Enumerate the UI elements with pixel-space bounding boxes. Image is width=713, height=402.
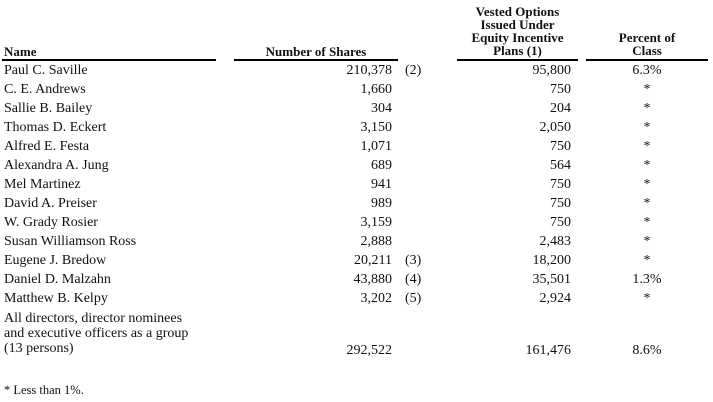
- cell-name: Thomas D. Eckert: [4, 120, 107, 135]
- cell-shares: 43,880: [353, 272, 392, 287]
- cell-options: 95,800: [532, 63, 571, 78]
- cell-shares: 1,660: [360, 82, 392, 97]
- cell-options: 750: [550, 215, 571, 230]
- cell-options: 564: [550, 158, 571, 173]
- cell-percent: *: [643, 82, 651, 97]
- table-row: [0, 120, 713, 139]
- cell-name: Eugene J. Bredow: [4, 253, 107, 268]
- cell-percent: *: [643, 234, 651, 249]
- cell-shares: 3,159: [360, 215, 392, 230]
- cell-percent: *: [643, 101, 651, 116]
- cell-footnote-ref: (2): [405, 63, 422, 78]
- cell-percent: *: [643, 215, 651, 230]
- group-name-line1: All directors, director nominees: [4, 311, 183, 326]
- header-options-line4: Plans (1): [493, 43, 542, 58]
- table-row: [0, 63, 713, 82]
- header-name: Name: [4, 44, 37, 59]
- cell-name: C. E. Andrews: [4, 82, 86, 97]
- table-row: [0, 215, 713, 234]
- cell-footnote-ref: (3): [405, 253, 422, 268]
- header-rule-shares: [234, 59, 398, 61]
- cell-options: 2,050: [539, 120, 571, 135]
- cell-options: 204: [550, 101, 571, 116]
- cell-shares: 941: [371, 177, 392, 192]
- cell-percent: *: [643, 158, 651, 173]
- cell-shares: 1,071: [360, 139, 392, 154]
- cell-options: 2,483: [539, 234, 571, 249]
- cell-options: 750: [550, 82, 571, 97]
- header-percent-of-class: [586, 31, 708, 57]
- cell-percent: *: [643, 196, 651, 211]
- table-row: [0, 82, 713, 101]
- cell-name: W. Grady Rosier: [4, 215, 98, 230]
- cell-percent: *: [643, 120, 651, 135]
- header-vested-options: [457, 5, 578, 57]
- table-row: [0, 272, 713, 291]
- group-name-line2: and executive officers as a group: [4, 326, 189, 341]
- cell-footnote-ref: (4): [405, 272, 422, 287]
- table-row: [0, 196, 713, 215]
- cell-shares: 20,211: [354, 253, 392, 268]
- cell-options: 35,501: [532, 272, 571, 287]
- cell-shares: 689: [371, 158, 392, 173]
- cell-name: Mel Martinez: [4, 177, 81, 192]
- cell-percent: *: [643, 139, 651, 154]
- table-row: [0, 177, 713, 196]
- cell-percent: *: [643, 291, 651, 306]
- header-options-line3: Equity Incentive: [471, 30, 564, 45]
- group-percent: 8.6%: [632, 343, 662, 358]
- cell-name: Sallie B. Bailey: [4, 101, 93, 116]
- cell-name: David A. Preiser: [4, 196, 97, 211]
- cell-shares: 3,150: [360, 120, 392, 135]
- cell-name: Susan Williamson Ross: [4, 234, 137, 249]
- cell-options: 18,200: [532, 253, 571, 268]
- cell-shares: 989: [371, 196, 392, 211]
- cell-name: Alfred E. Festa: [4, 139, 90, 154]
- table-row: [0, 253, 713, 272]
- cell-shares: 210,378: [346, 63, 392, 78]
- header-percent-line2: Class: [632, 43, 662, 58]
- group-total-row: [0, 343, 713, 362]
- table-row: [0, 139, 713, 158]
- cell-percent: *: [643, 177, 651, 192]
- cell-percent: 1.3%: [632, 272, 662, 287]
- cell-options: 750: [550, 177, 571, 192]
- cell-options: 2,924: [539, 291, 571, 306]
- group-shares: 292,522: [346, 343, 392, 358]
- header-number-of-shares: Number of Shares: [265, 44, 367, 59]
- cell-name: Alexandra A. Jung: [4, 158, 109, 173]
- group-name-line3: (13 persons): [4, 341, 74, 356]
- group-options: 161,476: [525, 343, 571, 358]
- table-row: [0, 101, 713, 120]
- cell-options: 750: [550, 139, 571, 154]
- cell-name: Paul C. Saville: [4, 63, 88, 78]
- table-row: [0, 158, 713, 177]
- header-rule-percent: [586, 59, 708, 61]
- header-rule-name: [2, 59, 216, 61]
- cell-percent: *: [643, 253, 651, 268]
- header-percent-line1: Percent of: [618, 30, 676, 45]
- table-row: [0, 234, 713, 253]
- cell-percent: 6.3%: [632, 63, 662, 78]
- header-rule-options: [457, 59, 578, 61]
- table-row: [0, 291, 713, 310]
- footnote-less-than-1-percent: * Less than 1%.: [4, 383, 84, 397]
- header-options-line1: Vested Options: [475, 4, 560, 19]
- header-options-line2: Issued Under: [480, 17, 555, 32]
- cell-shares: 3,202: [360, 291, 392, 306]
- cell-options: 750: [550, 196, 571, 211]
- cell-shares: 2,888: [360, 234, 392, 249]
- cell-footnote-ref: (5): [405, 291, 422, 306]
- cell-shares: 304: [371, 101, 392, 116]
- cell-name: Daniel D. Malzahn: [4, 272, 111, 287]
- cell-name: Matthew B. Kelpy: [4, 291, 108, 306]
